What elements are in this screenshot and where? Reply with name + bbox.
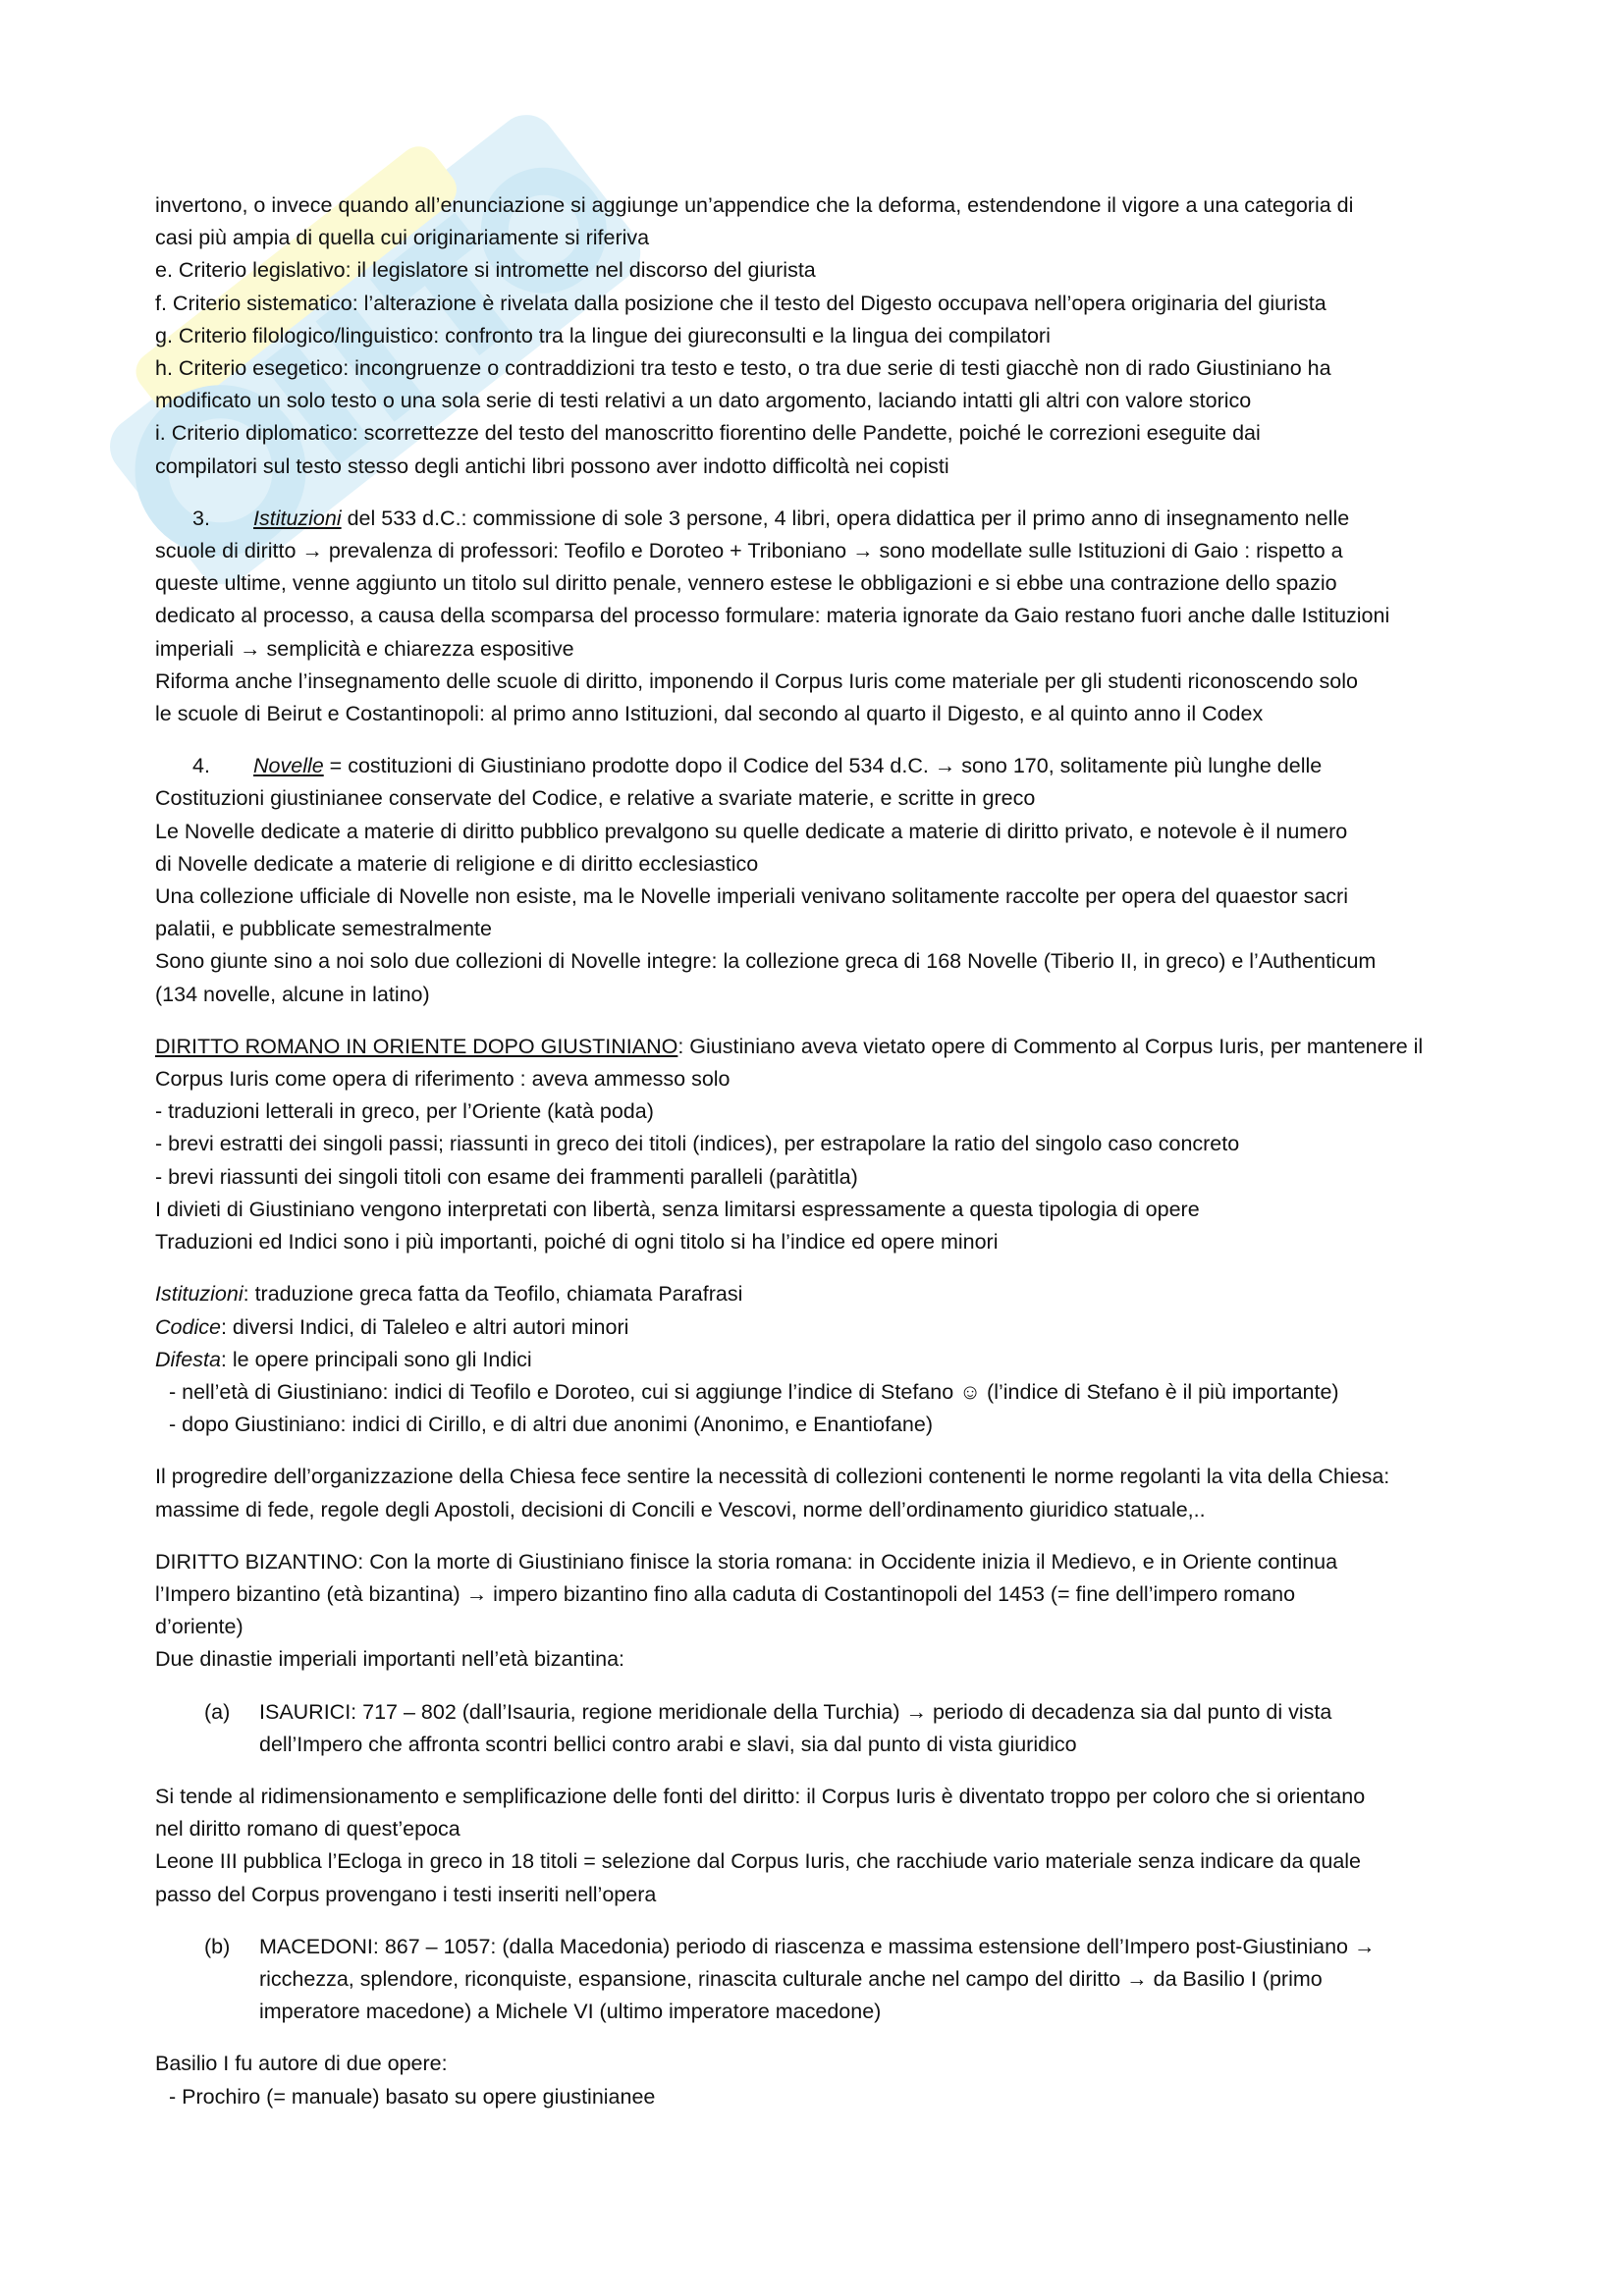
- text-line: scuole di diritto → prevalenza di professori: Teofilo e Doroteo + Triboniano → sono modellate sulle Istituzioni di Gaio : rispetto a: [155, 539, 1343, 563]
- dash-item: - nell’età di Giustiniano: indici di Teofilo e Doroteo, cui si aggiunge l’indice di Stefano ☺ (l’indice di Stefano è il più importante): [169, 1379, 1339, 1404]
- text-span: : Giustiniano aveva vietato opere di Commento al Corpus Iuris, per mantenere il: [677, 1034, 1424, 1058]
- text-line: passo del Corpus provengano i testi inseriti nell’opera: [155, 1882, 657, 1906]
- text-line: invertono, o invece quando all’enunciazione si aggiunge un’appendice che la deforma, estendendone il vigore a una categoria di: [155, 193, 1354, 217]
- text-line: imperatore macedone) a Michele VI (ultimo imperatore macedone): [259, 2000, 882, 2024]
- label-codice: Codice: [155, 1314, 221, 1339]
- dash-item: - Prochiro (= manuale) basato su opere giustinianee: [169, 2084, 656, 2109]
- document-page: [155, 189, 1490, 2113]
- text-line: Sono giunte sino a noi solo due collezioni di Novelle integre: la collezione greca di 168 Novelle (Tiberio II, in greco) e l’Authenticum: [155, 949, 1377, 974]
- text-line: g. Criterio filologico/linguistico: confronto tra la lingue dei giureconsulti e la lingua dei compilatori: [155, 323, 1051, 347]
- text-line: casi più ampia di quella cui originariamente si riferiva: [155, 226, 650, 250]
- text-span: del 533 d.C.: commissione di sole 3 persone, 4 libri, opera didattica per il primo anno di insegnamento nelle: [341, 506, 1350, 530]
- text-line: compilatori sul testo stesso degli antichi libri possono aver indotto difficoltà nei copisti: [155, 454, 949, 478]
- text-line: Il progredire dell’organizzazione della Chiesa fece sentire la necessità di collezioni contenenti le norme regolanti la vita della Chiesa:: [155, 1465, 1390, 1489]
- oriente-heading-line: [155, 1031, 1490, 1063]
- text-line: ricchezza, splendore, riconquiste, espansione, rinascita culturale anche nel campo del diritto → da Basilio I (primo: [259, 1966, 1323, 1991]
- list-number: 4.: [192, 754, 210, 778]
- text-line: Basilio I fu autore di due opere:: [155, 2052, 448, 2076]
- text-span: = costituzioni di Giustiniano prodotte dopo il Codice del 534 d.C. → sono 170, solitamente più lunghe delle: [323, 754, 1323, 778]
- text-line: DIRITTO BIZANTINO: Con la morte di Giustiniano finisce la storia romana: in Occidente inizia il Medievo, e in Oriente continua: [155, 1549, 1338, 1574]
- list-marker: (a): [204, 1699, 231, 1724]
- text-span: : traduzione greca fatta da Teofilo, chiamata Parafrasi: [243, 1282, 743, 1307]
- novelle-heading-line: [155, 750, 1490, 782]
- dash-item: - brevi riassunti dei singoli titoli con esame dei frammenti paralleli (paràtitla): [155, 1164, 858, 1189]
- text-line: queste ultime, venne aggiunto un titolo sul diritto penale, vennero estese le obbligazioni e si ebbe una contrazione dello spazio: [155, 571, 1337, 596]
- text-line: dell’Impero che affronta scontri bellici contro arabi e slavi, sia dal punto di vista giuridico: [259, 1732, 1077, 1756]
- text-line: (134 novelle, alcune in latino): [155, 982, 430, 1006]
- term-novelle: Novelle: [253, 754, 324, 778]
- text-line: modificato un solo testo o una sola serie di testi relativi a un dato argomento, laciando intatti gli altri con valore storico: [155, 389, 1252, 413]
- codice-line: [155, 1311, 1490, 1344]
- text-line: d’oriente): [155, 1615, 244, 1639]
- text-line: f. Criterio sistematico: l’alterazione è rivelata dalla posizione che il testo del Digesto occupava nell’opera originaria del giurista: [155, 291, 1326, 315]
- text-line: di Novelle dedicate a materie di religione e di diritto ecclesiastico: [155, 851, 759, 876]
- text-span: : le opere principali sono gli Indici: [220, 1347, 532, 1371]
- text-line: Due dinastie imperiali importanti nell’età bizantina:: [155, 1647, 625, 1672]
- text-line: e. Criterio legislativo: il legislatore si intromette nel discorso del giurista: [155, 258, 816, 283]
- istituzioni-heading-line: [155, 503, 1490, 535]
- text-line: Traduzioni ed Indici sono i più importanti, poiché di ogni titolo si ha l’indice ed opere minori: [155, 1230, 999, 1255]
- text-line: Corpus Iuris come opera di riferimento : aveva ammesso solo: [155, 1067, 731, 1092]
- text-line: MACEDONI: 867 – 1057: (dalla Macedonia) periodo di riascenza e massima estensione dell’Impero post-Giustiniano →: [259, 1934, 1376, 1958]
- text-line: nel diritto romano di quest’epoca: [155, 1817, 460, 1842]
- dash-item: - traduzioni letterali in greco, per l’Oriente (katà poda): [155, 1099, 654, 1124]
- dash-item: - brevi estratti dei singoli passi; riassunti in greco dei titoli (indices), per estrapolare la ratio del singolo caso concreto: [155, 1132, 1240, 1156]
- text-line: i. Criterio diplomatico: scorrettezze del testo del manoscritto fiorentino delle Pandette, poiché le correzioni eseguite dai: [155, 421, 1261, 446]
- text-line: Riforma anche l’insegnamento delle scuole di diritto, imponendo il Corpus Iuris come materiale per gli studenti riconoscendo solo: [155, 668, 1358, 693]
- text-line: dedicato al processo, a causa della scomparsa del processo formulare: materia ignorate da Gaio restano fuori anche dalle Istituzioni: [155, 604, 1390, 628]
- list-marker: (b): [204, 1934, 231, 1958]
- text-line: le scuole di Beirut e Costantinopoli: al primo anno Istituzioni, dal secondo al quarto il Digesto, e al quinto anno il Codex: [155, 702, 1264, 726]
- dash-item: - dopo Giustiniano: indici di Cirillo, e di altri due anonimi (Anonimo, e Enantiofane): [169, 1413, 933, 1437]
- label-istituzioni: Istituzioni: [155, 1282, 244, 1307]
- list-item-isaurici: [155, 1696, 1490, 1761]
- text-line: Le Novelle dedicate a materie di diritto pubblico prevalgono su quelle dedicate a materie di diritto privato, e notevole è il numero: [155, 819, 1348, 843]
- text-line: I divieti di Giustiniano vengono interpretati con libertà, senza limitarsi espressamente a questa tipologia di opere: [155, 1197, 1200, 1221]
- section-heading: DIRITTO ROMANO IN ORIENTE DOPO GIUSTINIANO: [155, 1034, 678, 1058]
- term-istituzioni: Istituzioni: [253, 506, 342, 530]
- text-line: l’Impero bizantino (età bizantina) → impero bizantino fino alla caduta di Costantinopoli del 1453 (= fine dell’impero romano: [155, 1581, 1296, 1606]
- text-line: palatii, e pubblicate semestralmente: [155, 917, 492, 941]
- label-difesta: Difesta: [155, 1347, 221, 1371]
- text-span: : diversi Indici, di Taleleo e altri autori minori: [220, 1314, 629, 1339]
- text-line: imperiali → semplicità e chiarezza espositive: [155, 636, 574, 661]
- list-number: 3.: [192, 506, 210, 530]
- difesta-line: [155, 1344, 1490, 1376]
- text-line: Una collezione ufficiale di Novelle non esiste, ma le Novelle imperiali venivano solitamente raccolte per opera del quaestor sacri: [155, 884, 1348, 909]
- text-line: Si tende al ridimensionamento e semplificazione delle fonti del diritto: il Corpus Iuris è diventato troppo per coloro che si orientano: [155, 1784, 1366, 1808]
- text-line: h. Criterio esegetico: incongruenze o contraddizioni tra testo e testo, o tra due serie di testi giacchè non di rado Giustiniano ha: [155, 356, 1331, 381]
- text-line: Leone III pubblica l’Ecloga in greco in 18 titoli = selezione dal Corpus Iuris, che racchiude vario materiale senza indicare da quale: [155, 1849, 1362, 1874]
- text-line: ISAURICI: 717 – 802 (dall’Isauria, regione meridionale della Turchia) → periodo di decadenza sia dal punto di vista: [259, 1699, 1332, 1724]
- istituzioni-line: [155, 1278, 1490, 1310]
- text-line: Costituzioni giustinianee conservate del Codice, e relative a svariate materie, e scritte in greco: [155, 786, 1036, 811]
- text-line: massime di fede, regole degli Apostoli, decisioni di Concili e Vescovi, norme dell’ordinamento giuridico statuale,..: [155, 1497, 1206, 1522]
- list-item-macedoni: [155, 1931, 1490, 2029]
